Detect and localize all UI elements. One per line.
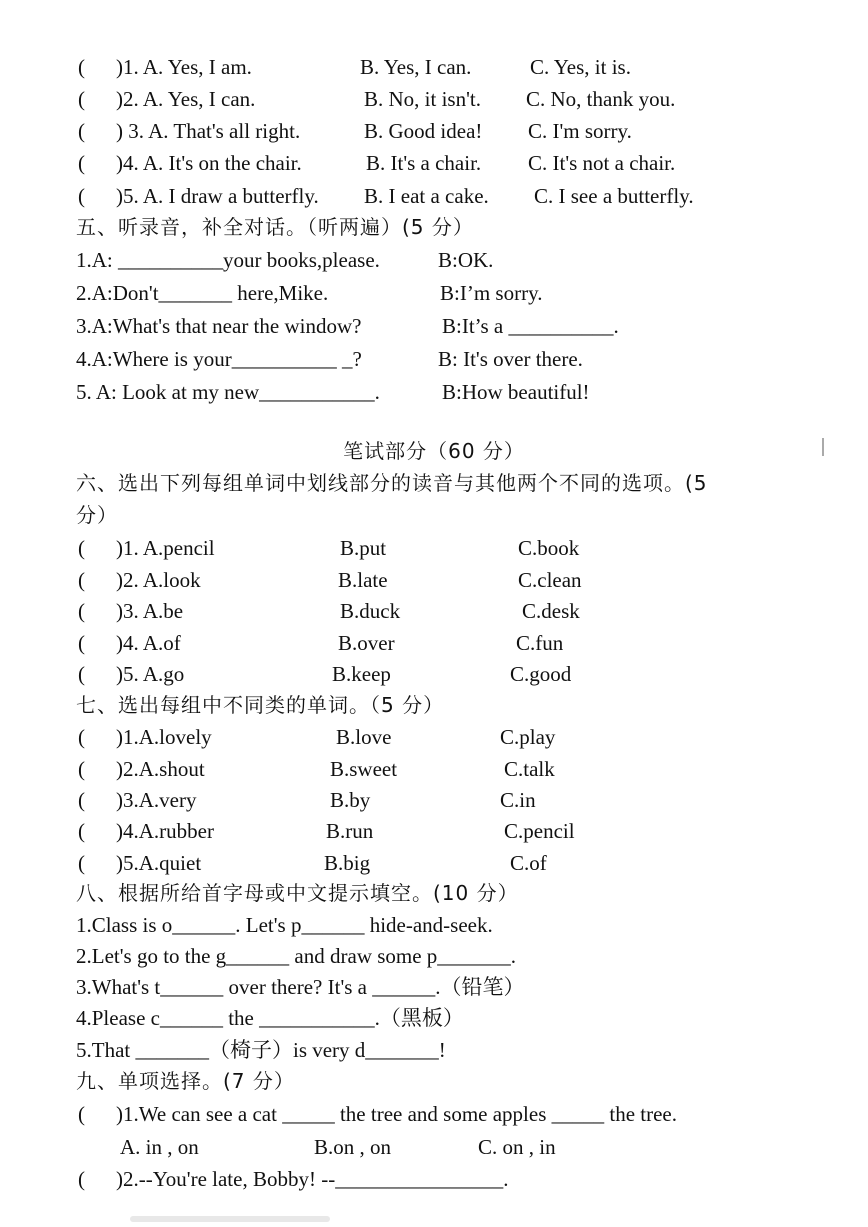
scan-edge-mark	[822, 438, 824, 456]
option-a: )3. A.be	[116, 599, 184, 623]
section5-heading-row	[0, 212, 868, 242]
option-c: C. on , in	[478, 1135, 556, 1159]
option-c: C.play	[500, 725, 556, 749]
dialogue-b: B:How beautiful!	[442, 380, 590, 404]
section9-heading-row	[0, 1066, 868, 1096]
option-b: B.big	[324, 851, 371, 875]
dialogue-line	[0, 344, 868, 374]
fill-blank-text[interactable]: 1.Class is o______. Let's p______ hide-and-seek.	[76, 913, 493, 937]
dialogue-line	[0, 311, 868, 341]
fill-blank-line	[0, 1003, 868, 1033]
option-a: )4.A.rubber	[116, 819, 214, 843]
option-b: B.by	[330, 788, 371, 812]
option-b: B.put	[340, 536, 387, 560]
answer-paren[interactable]: (	[78, 55, 85, 79]
category-item	[0, 722, 868, 752]
answer-paren[interactable]: (	[78, 725, 85, 749]
part4-item	[0, 116, 868, 146]
option-c: C. Yes, it is.	[530, 55, 631, 79]
fill-blank-line	[0, 972, 868, 1002]
dialogue-b: B:OK.	[438, 248, 494, 272]
answer-paren[interactable]: (	[78, 819, 85, 843]
option-a: )5.A.quiet	[116, 851, 202, 875]
option-a: )5. A. I draw a butterfly.	[116, 184, 319, 208]
option-c: C.pencil	[504, 819, 575, 843]
category-item	[0, 785, 868, 815]
option-b: B.keep	[332, 662, 391, 686]
fill-blank-line	[0, 1035, 868, 1065]
dialogue-a[interactable]: 5. A: Look at my new___________.	[76, 380, 380, 404]
option-c: C.desk	[522, 599, 580, 623]
section7-heading-row	[0, 690, 868, 720]
phonics-item	[0, 533, 868, 563]
answer-paren[interactable]: (	[78, 757, 85, 781]
option-c: C.book	[518, 536, 580, 560]
answer-paren[interactable]: (	[78, 851, 85, 875]
section6-heading: 六、选出下列每组单词中划线部分的读音与其他两个不同的选项。(5	[76, 471, 708, 495]
answer-paren[interactable]: (	[78, 119, 85, 143]
fill-blank-line	[0, 941, 868, 971]
dialogue-a[interactable]: 2.A:Don't_______ here,Mike.	[76, 281, 329, 305]
answer-paren[interactable]: (	[78, 87, 85, 111]
fill-blank-line	[0, 910, 868, 940]
answer-paren[interactable]: (	[78, 788, 85, 812]
question-text: )1.We can see a cat _____ the tree and some apples _____ the tree.	[116, 1102, 678, 1126]
option-c: C. It's not a chair.	[528, 151, 676, 175]
option-a: )2. A. Yes, I can.	[116, 87, 256, 111]
answer-paren[interactable]: (	[78, 1167, 85, 1191]
option-b: B.duck	[340, 599, 401, 623]
section6-heading-row	[0, 468, 868, 498]
option-a: ) 3. A. That's all right.	[116, 119, 301, 143]
option-a: )1. A. Yes, I am.	[116, 55, 252, 79]
part4-item	[0, 84, 868, 114]
choice-question	[0, 1099, 868, 1129]
option-a: )4. A.of	[116, 631, 181, 655]
option-a: )5. A.go	[116, 662, 185, 686]
dialogue-line	[0, 278, 868, 308]
option-b: B. Yes, I can.	[360, 55, 472, 79]
option-a: )1. A.pencil	[116, 536, 215, 560]
part4-item	[0, 148, 868, 178]
answer-paren[interactable]: (	[78, 151, 85, 175]
fill-blank-text[interactable]: 3.What's t______ over there? It's a ______.（铅笔）	[76, 975, 525, 999]
written-part-title: 笔试部分（60 分）	[343, 439, 525, 463]
answer-paren[interactable]: (	[78, 184, 85, 208]
section9-heading: 九、单项选择。(7 分）	[76, 1069, 295, 1093]
phonics-item	[0, 565, 868, 595]
answer-paren[interactable]: (	[78, 599, 85, 623]
choice-options	[0, 1132, 868, 1162]
option-b: B.on , on	[314, 1135, 392, 1159]
dialogue-a[interactable]: 4.A:Where is your__________ _?	[76, 347, 362, 371]
option-a: )3.A.very	[116, 788, 197, 812]
option-b: B.sweet	[330, 757, 398, 781]
option-c: C.fun	[516, 631, 564, 655]
option-c: C. No, thank you.	[526, 87, 676, 111]
option-b: B. It's a chair.	[366, 151, 482, 175]
option-a: )4. A. It's on the chair.	[116, 151, 302, 175]
option-c: C.good	[510, 662, 572, 686]
section6-heading-row-2	[0, 500, 868, 530]
dialogue-line	[0, 245, 868, 275]
option-b: B. I eat a cake.	[364, 184, 489, 208]
fill-blank-text[interactable]: 4.Please c______ the ___________.（黑板）	[76, 1006, 464, 1030]
answer-paren[interactable]: (	[78, 631, 85, 655]
dialogue-b: B:I’m sorry.	[440, 281, 543, 305]
category-item	[0, 754, 868, 784]
dialogue-line	[0, 377, 868, 407]
option-c: C.clean	[518, 568, 582, 592]
dialogue-a[interactable]: 1.A: __________your books,please.	[76, 248, 380, 272]
option-c: C.talk	[504, 757, 555, 781]
category-item	[0, 816, 868, 846]
section8-heading-row	[0, 878, 868, 908]
written-title-row	[0, 436, 868, 466]
option-b: B. No, it isn't.	[364, 87, 481, 111]
option-b: B.run	[326, 819, 374, 843]
dialogue-b[interactable]: B:It’s a __________.	[442, 314, 619, 338]
dialogue-a: 3.A:What's that near the window?	[76, 314, 362, 338]
part4-item	[0, 181, 868, 211]
option-b: B.love	[336, 725, 392, 749]
option-b: B. Good idea!	[364, 119, 483, 143]
phonics-item	[0, 659, 868, 689]
section7-heading: 七、选出每组中不同类的单词。（5 分）	[76, 693, 445, 717]
phonics-item	[0, 596, 868, 626]
section8-heading: 八、根据所给首字母或中文提示填空。(10 分）	[76, 881, 519, 905]
option-a: )2.A.shout	[116, 757, 205, 781]
option-b: B.late	[338, 568, 388, 592]
scan-smudge	[130, 1216, 330, 1222]
option-c: C. I'm sorry.	[528, 119, 632, 143]
answer-paren[interactable]: (	[78, 1102, 85, 1126]
section6-heading-cont: 分）	[76, 503, 118, 527]
section5-heading: 五、听录音，补全对话。（听两遍）(5 分）	[76, 215, 474, 239]
category-item	[0, 848, 868, 878]
option-a: )2. A.look	[116, 568, 201, 592]
phonics-item	[0, 628, 868, 658]
fill-blank-text[interactable]: 5.That _______（椅子）is very d_______!	[76, 1038, 446, 1062]
option-a: )1.A.lovely	[116, 725, 212, 749]
option-c: C. I see a butterfly.	[534, 184, 694, 208]
answer-paren[interactable]: (	[78, 536, 85, 560]
answer-paren[interactable]: (	[78, 568, 85, 592]
option-c: C.of	[510, 851, 547, 875]
dialogue-b: B: It's over there.	[438, 347, 583, 371]
part4-item	[0, 52, 868, 82]
question-text: )2.--You're late, Bobby! --________________.	[116, 1167, 509, 1191]
option-a: A. in , on	[120, 1135, 199, 1159]
option-c: C.in	[500, 788, 536, 812]
option-b: B.over	[338, 631, 395, 655]
fill-blank-text[interactable]: 2.Let's go to the g______ and draw some p_______.	[76, 944, 517, 968]
answer-paren[interactable]: (	[78, 662, 85, 686]
choice-question	[0, 1164, 868, 1194]
